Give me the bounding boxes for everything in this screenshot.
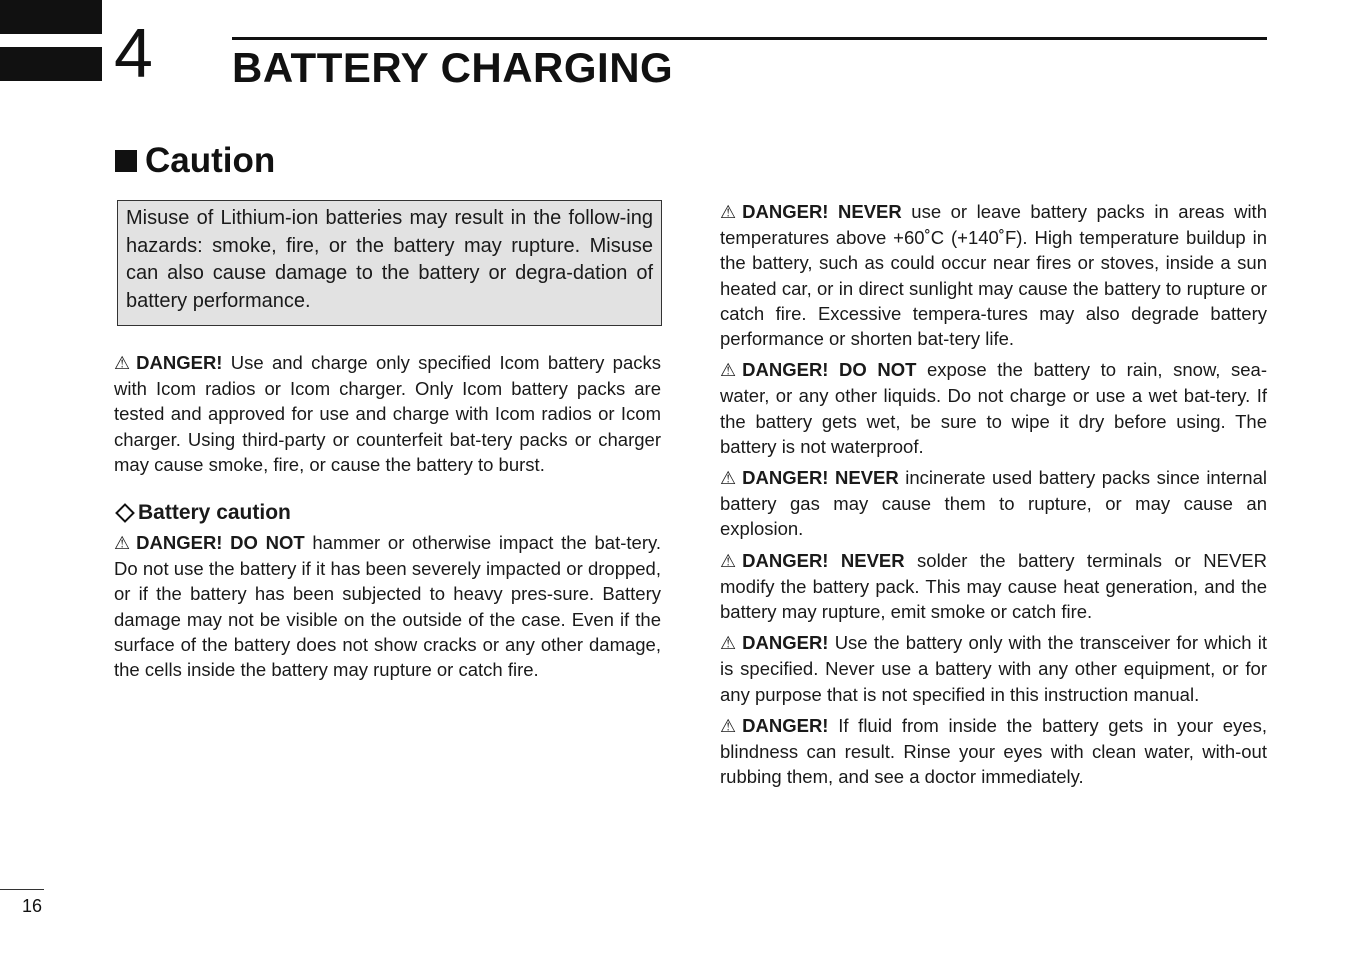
danger-lead: DANGER! DO NOT (136, 532, 305, 554)
chapter-tab-marker-top (0, 0, 102, 34)
warning-triangle-icon: ⚠ (720, 202, 737, 222)
header-rule (232, 37, 1267, 40)
chapter-number: 4 (114, 14, 153, 92)
danger-body: Use the battery only with the transceiver for which it is specified. Never use a battery with any other equipment, or for any purpose that is not specified in this instruction manual. (720, 632, 1267, 705)
danger-lead: DANGER! (136, 352, 223, 373)
warning-triangle-icon: ⚠ (114, 353, 131, 373)
danger-lead: DANGER! (742, 632, 829, 654)
warning-triangle-icon: ⚠ (720, 715, 737, 736)
danger-body: Use and charge only specified Icom battery packs with Icom radios or Icom charger. Only Icom battery packs are tested and approved for use and charge with Icom radios or Icom charger. Using third-party or counterfeit bat-tery packs or charger may cause smoke, fire, or cause the battery to burst. (114, 352, 661, 475)
warning-triangle-icon: ⚠ (720, 468, 737, 489)
danger-body: If fluid from inside the battery gets in your eyes, blindness can result. Rinse your eyes with clean water, with-out rubbing them, and see a doctor immediately. (720, 714, 1267, 788)
square-bullet-icon (115, 150, 137, 172)
subsection-title: Battery caution (138, 501, 291, 525)
diamond-bullet-icon (115, 503, 135, 523)
warning-triangle-icon: ⚠ (720, 550, 737, 571)
danger-lead: DANGER! DO NOT (742, 359, 917, 381)
danger-body: solder the battery terminals or NEVER modify the battery pack. This may cause heat generation, and the battery may rupture, emit smoke or catch fire. (720, 549, 1267, 623)
danger-paragraph (720, 465, 1267, 542)
chapter-title: BATTERY CHARGING (232, 44, 674, 91)
section-title: Caution (145, 141, 276, 180)
danger-lead: DANGER! NEVER (742, 549, 905, 571)
right-column (720, 199, 1267, 795)
danger-paragraph (720, 713, 1267, 790)
warning-triangle-icon: ⚠ (720, 360, 737, 381)
danger-paragraph (720, 630, 1267, 707)
danger-body: hammer or otherwise impact the bat-tery. Do not use the battery if it has been severely impacted or dropped, or if the battery has been subjected to heavy pres-sure. Battery damage may not be visible on the outside of the case. Even if the surface of the battery does not show cracks or any other damage, the cells inside the battery may rupture or catch fire. (114, 532, 661, 681)
caution-note-box: Misuse of Lithium-ion batteries may result in the follow-ing hazards: smoke, fire, or the battery may rupture. Misuse can also cause damage to the battery or degra-dation of battery performance. (117, 200, 662, 326)
danger-body: incinerate used battery packs since internal battery gas may cause them to rupture, or may cause an explosion. (720, 467, 1267, 540)
chapter-tab-marker-bottom (0, 47, 102, 81)
warning-triangle-icon: ⚠ (114, 533, 131, 554)
page-number: 16 (22, 896, 43, 916)
danger-body: use or leave battery packs in areas with temperatures above +60˚C (+140˚F). High temperature buildup in the battery, such as could occur near fires or stoves, inside a sun heated car, or in direct sunlight may cause the battery to rupture or catch fire. Excessive tempera-tures may also degrade battery performance or shorten bat-tery life. (720, 201, 1267, 350)
danger-body: expose the battery to rain, snow, sea-water, or any other liquids. Do not charge or use a wet bat-tery. If the battery gets wet, be sure to wipe it dry before using. The battery is not waterproof. (720, 359, 1267, 457)
danger-paragraph (114, 530, 661, 682)
danger-lead: DANGER! NEVER (742, 467, 899, 489)
danger-lead: DANGER! NEVER (742, 201, 902, 222)
footer-rule (0, 889, 44, 890)
subsection-heading (114, 501, 661, 525)
danger-paragraph (114, 350, 661, 477)
danger-lead: DANGER! (742, 714, 829, 736)
danger-paragraph (720, 199, 1267, 351)
danger-paragraph (720, 548, 1267, 625)
warning-triangle-icon: ⚠ (720, 633, 737, 654)
section-heading (115, 141, 275, 181)
danger-paragraph (720, 357, 1267, 459)
left-column (114, 200, 661, 682)
